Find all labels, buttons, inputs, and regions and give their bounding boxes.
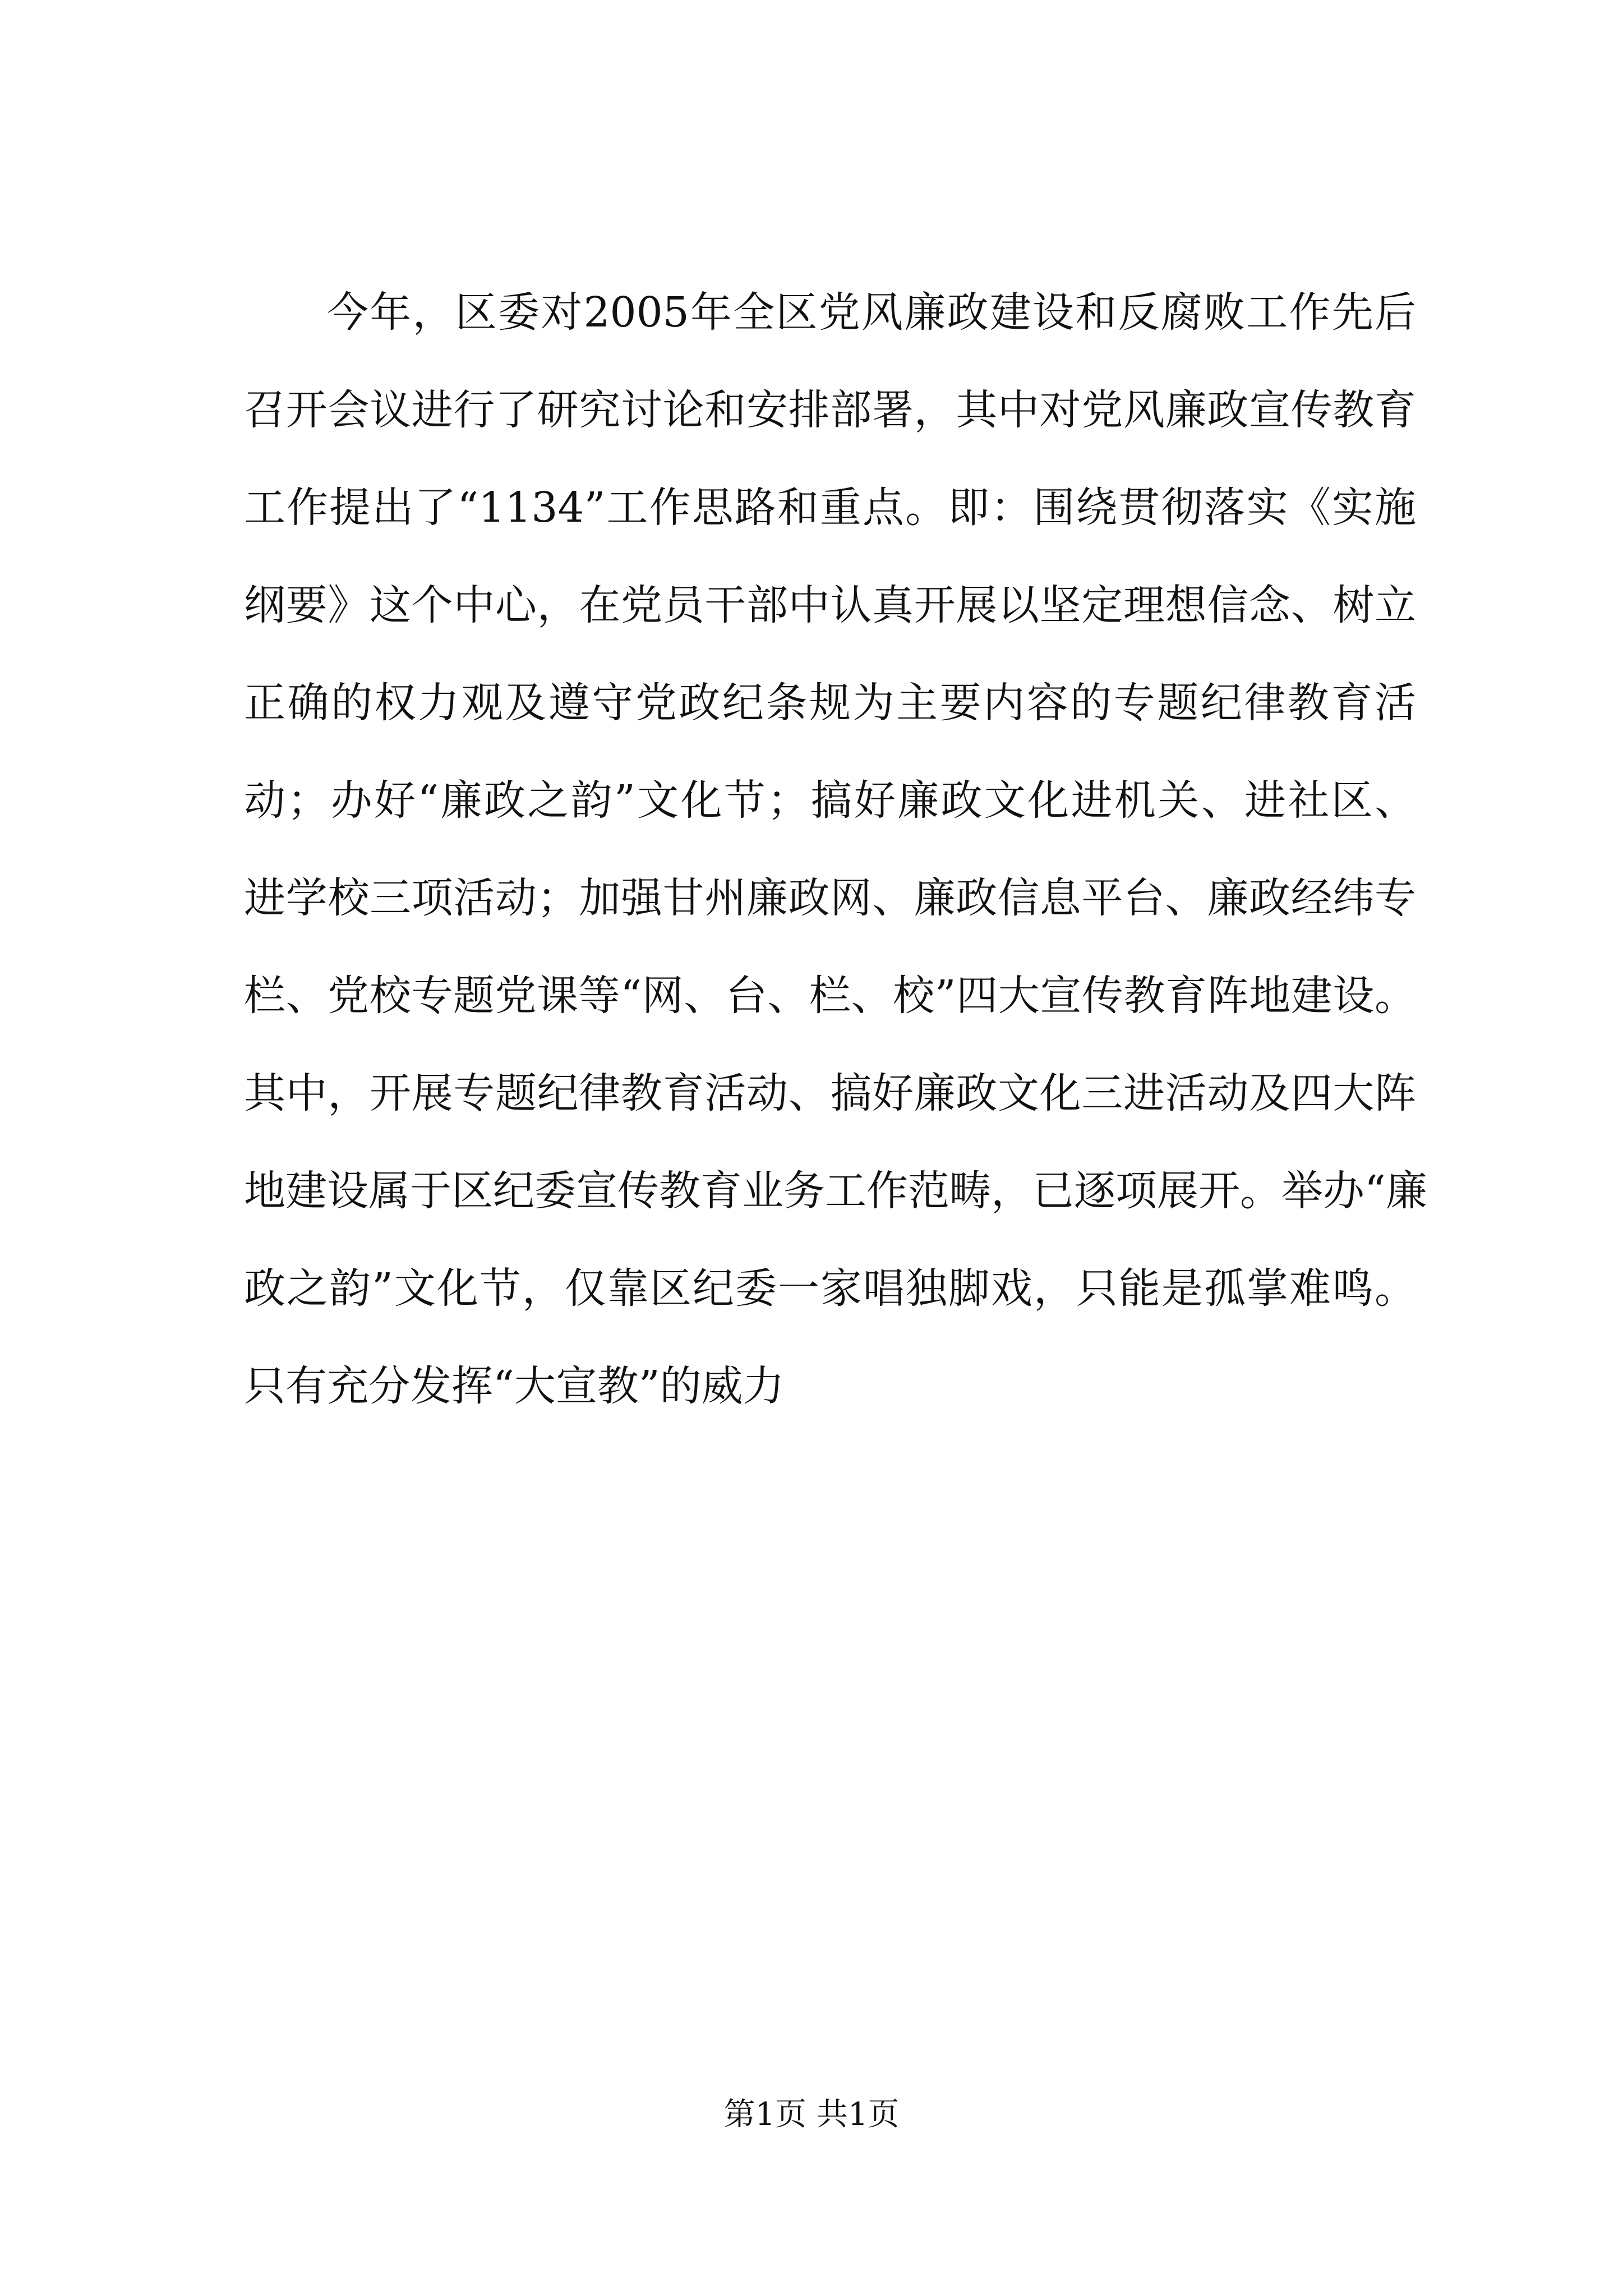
page-number-footer: 第1页 共1页	[723, 2096, 900, 2133]
paragraph-line: 今年，区委对2005年全区党风廉政建设和反腐败工作先后	[327, 288, 1416, 337]
paragraph-line: 进学校三项活动；加强甘州廉政网、廉政信息平台、廉政经纬专	[244, 874, 1416, 922]
paragraph-line: 动；办好“廉政之韵”文化节；搞好廉政文化进机关、进社区、	[244, 776, 1416, 825]
paragraph-line: 正确的权力观及遵守党政纪条规为主要内容的专题纪律教育活	[244, 679, 1416, 727]
paragraph-line: 只有充分发挥“大宣教”的威力	[244, 1362, 785, 1410]
body-paragraph	[244, 264, 1427, 1435]
paragraph-line: 纲要》这个中心，在党员干部中认真开展以坚定理想信念、树立	[244, 581, 1416, 629]
paragraph-line: 召开会议进行了研究讨论和安排部署，其中对党风廉政宣传教育	[244, 386, 1416, 434]
paragraph-line: 政之韵”文化节，仅靠区纪委一家唱独脚戏，只能是孤掌难鸣。	[244, 1264, 1416, 1313]
paragraph-line: 地建设属于区纪委宣传教育业务工作范畴，已逐项展开。举办“廉	[244, 1167, 1427, 1215]
paragraph-line: 其中，开展专题纪律教育活动、搞好廉政文化三进活动及四大阵	[244, 1069, 1416, 1117]
paragraph-line: 栏、党校专题党课等“网、台、栏、校”四大宣传教育阵地建设。	[244, 972, 1416, 1020]
paragraph-line: 工作提出了“1134”工作思路和重点。即：围绕贯彻落实《实施	[244, 484, 1416, 532]
